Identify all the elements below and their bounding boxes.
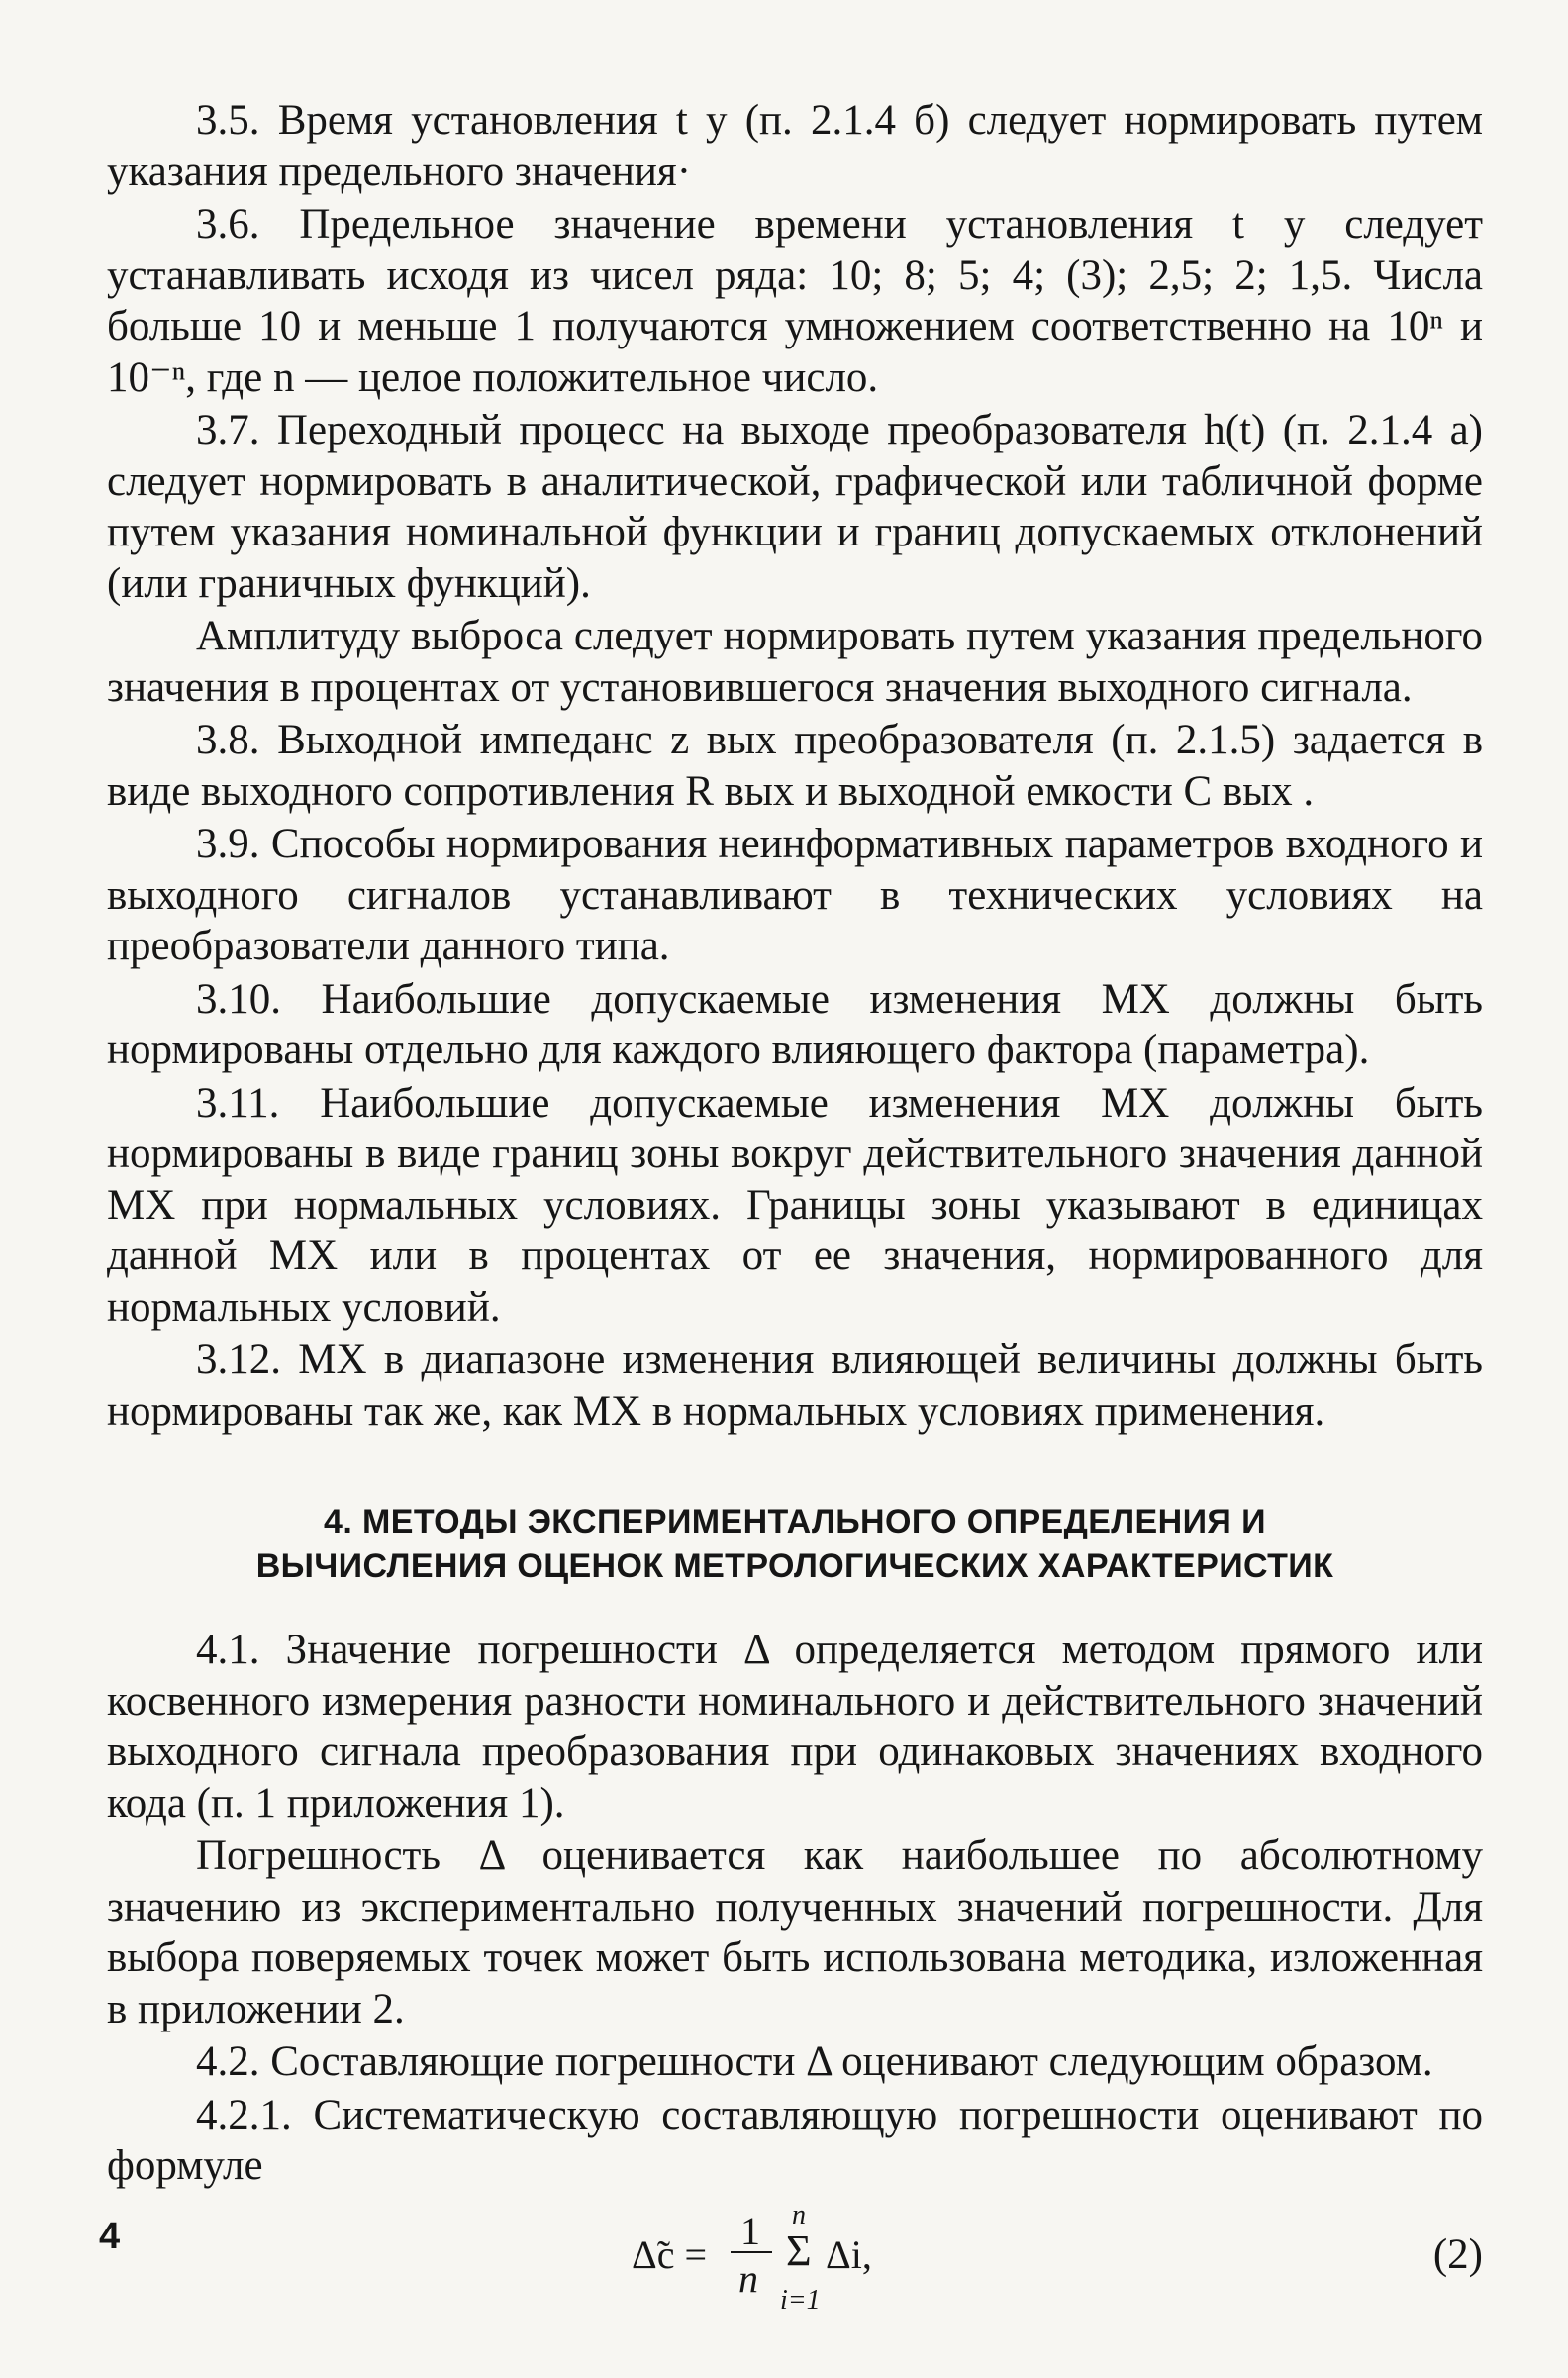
paragraph-3-9: 3.9. Способы нормирования неинформативных параметров входного и выходного сигналов устанавливают в технических условиях на преобразователи данного типа.: [107, 821, 1483, 969]
paragraph-error-estimate: Погрешность Δ оценивается как наибольшее по абсолютному значению из экспериментально полученных значений погрешности. Для выбора поверяемых точек может быть использована методика, изложенная в приложении 2.: [107, 1833, 1483, 2032]
section-heading-line-2: ВЫЧИСЛЕНИЯ ОЦЕНОК МЕТРОЛОГИЧЕСКИХ ХАРАКТЕРИСТИК: [255, 1547, 1334, 1585]
formula-numerator: 1: [740, 2208, 760, 2253]
formula-denominator: n: [738, 2255, 758, 2301]
section-heading: [107, 1500, 1483, 1589]
paragraph-4-1: 4.1. Значение погрешности Δ определяется методом прямого или косвенного измерения разности номинального и действительного значений выходного сигнала преобразования при одинаковых значениях входного кода (п. 1 приложения 1).: [107, 1627, 1483, 1827]
section-heading-line-1: 4. МЕТОДЫ ЭКСПЕРИМЕНТАЛЬНОГО ОПРЕДЕЛЕНИЯ И: [324, 1503, 1266, 1540]
formula-row: [107, 2199, 1483, 2317]
paragraph-overshoot: Амплитуду выброса следует нормировать путем указания предельного значения в процентах от установившегося значения выходного сигнала.: [107, 613, 1483, 711]
sum-upper-limit: n: [792, 2199, 806, 2230]
paragraph-3-5: 3.5. Время установления t у (п. 2.1.4 б) следует нормировать путем указания предельного значения·: [107, 97, 1483, 195]
paragraph-4-2-1: 4.2.1. Систематическую составляющую погрешности оценивают по формуле: [107, 2091, 1483, 2189]
sum-lower-limit: i=1: [780, 2284, 821, 2316]
formula-lhs: Δ̃c =: [632, 2231, 708, 2277]
paragraph-3-8: 3.8. Выходной импеданс z вых преобразователя (п. 2.1.5) задается в виде выходного сопротивления R вых и выходной емкости C вых .: [107, 717, 1483, 815]
paragraph-3-11: 3.11. Наибольшие допускаемые изменения МХ должны быть нормированы в виде границ зоны вокруг действительного значения данной МХ при нормальных условиях. Границы зоны указывают в единицах данной МХ или в процентах от ее значения, нормированного для нормальных условий.: [107, 1079, 1483, 1331]
equation-number: (2): [1432, 2230, 1483, 2278]
paragraph-3-6: 3.6. Предельное значение времени установления t у следует устанавливать исходя из чисел ряда: 10; 8; 5; 4; (3); 2,5; 2; 1,5. Числа больше 10 и меньше 1 получаются умножением соответственно на 10ⁿ и 10⁻ⁿ, где n — целое положительное число.: [107, 201, 1483, 401]
text-column: [107, 95, 1483, 2317]
paragraph-3-7: 3.7. Переходный процесс на выходе преобразователя h(t) (п. 2.1.4 а) следует нормировать в аналитической, графической или табличной форме путем указания номинальной функции и границ допускаемых отклонений (или граничных функций).: [107, 407, 1483, 607]
paragraph-3-12: 3.12. МХ в диапазоне изменения влияющей величины должны быть нормированы так же, как МХ в нормальных условиях применения.: [107, 1337, 1483, 1435]
paragraph-3-10: 3.10. Наибольшие допускаемые изменения МХ должны быть нормированы отдельно для каждого влияющего фактора (параметра).: [107, 975, 1483, 1073]
sum-sign: Σ: [786, 2226, 812, 2275]
page-number: 4: [99, 2216, 121, 2257]
paragraph-4-2: 4.2. Составляющие погрешности Δ оценивают следующим образом.: [196, 2038, 1433, 2085]
formula-term: Δi,: [826, 2231, 872, 2277]
